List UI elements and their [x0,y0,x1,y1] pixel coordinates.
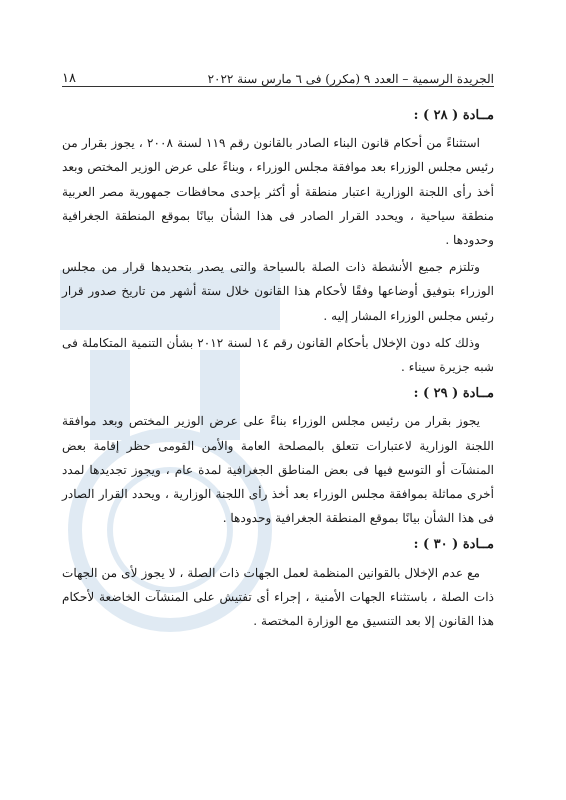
page-header [62,60,494,87]
article-heading: مــادة ( ٢٨ ) : [413,108,494,123]
page-number: ١٨ [62,71,76,86]
article-paragraph: وتلتزم جميع الأنشطة ذات الصلة بالسياحة والتى يصدر بتحديدها قرار من مجلس الوزراء بتوفيق أوضاعها وفقًا لأحكام هذا القانون خلال ستة أشهر من تاريخ صدور قرار رئيس مجلس الوزراء المشار إليه . [62,260,494,323]
article-heading: مــادة ( ٣٠ ) : [413,537,494,553]
article-30 [62,533,494,633]
article-paragraph: استثناءً من أحكام قانون البناء الصادر بالقانون رقم ١١٩ لسنة ٢٠٠٨ ، يجوز بقرار من رئيس مجلس الوزراء بعد موافقة مجلس الوزراء ، وبناءً على عرض الوزير المختص وبعد أخذ رأى اللجنة الوزارية اعتبار منطقة أو أكثر بإحدى محافظات جمهورية مصر العربية منطقة سياحية ، ويحدد القرار الصادر فى هذا الشأن بيانًا بموقع المنطقة الجغرافية وحدودها . [62,136,494,248]
publication-title: الجريدة الرسمية – العدد ٩ (مكرر) فى ٦ مارس سنة ٢٠٢٢ [207,72,494,86]
document-body [62,102,494,636]
article-paragraph: يجوز بقرار من رئيس مجلس الوزراء بناءً على عرض الوزير المختص وبعد موافقة اللجنة الوزارية لاعتبارات تتعلق بالمصلحة العامة والأمن القومى حظر إقامة بعض المنشآت أو التوسع فيها فى بعض المناطق الجغرافية لمدة عام ، ويجوز تجديدها لمدد أخرى مماثلة بموافقة مجلس الوزراء بعد أخذ رأى اللجنة الوزارية ، ويحدد القرار الصادر فى هذا الشأن بيانًا بموقع المنطقة الجغرافية وحدودها . [62,414,494,526]
article-28 [62,104,494,379]
article-heading: مــادة ( ٢٩ ) : [413,386,494,402]
article-paragraph: وذلك كله دون الإخلال بأحكام القانون رقم ١٤ لسنة ٢٠١٢ بشأن التنمية المتكاملة فى شبه جزيرة سيناء . [62,335,494,375]
article-paragraph: مع عدم الإخلال بالقوانين المنظمة لعمل الجهات ذات الصلة ، لا يجوز لأى من الجهات ذات الصلة ، باستثناء الجهات الأمنية ، إجراء أى تفتيش على المنشآت الخاضعة لأحكام هذا القانون إلا بعد التنسيق مع الوزارة المختصة . [62,565,494,629]
article-29 [62,382,494,530]
